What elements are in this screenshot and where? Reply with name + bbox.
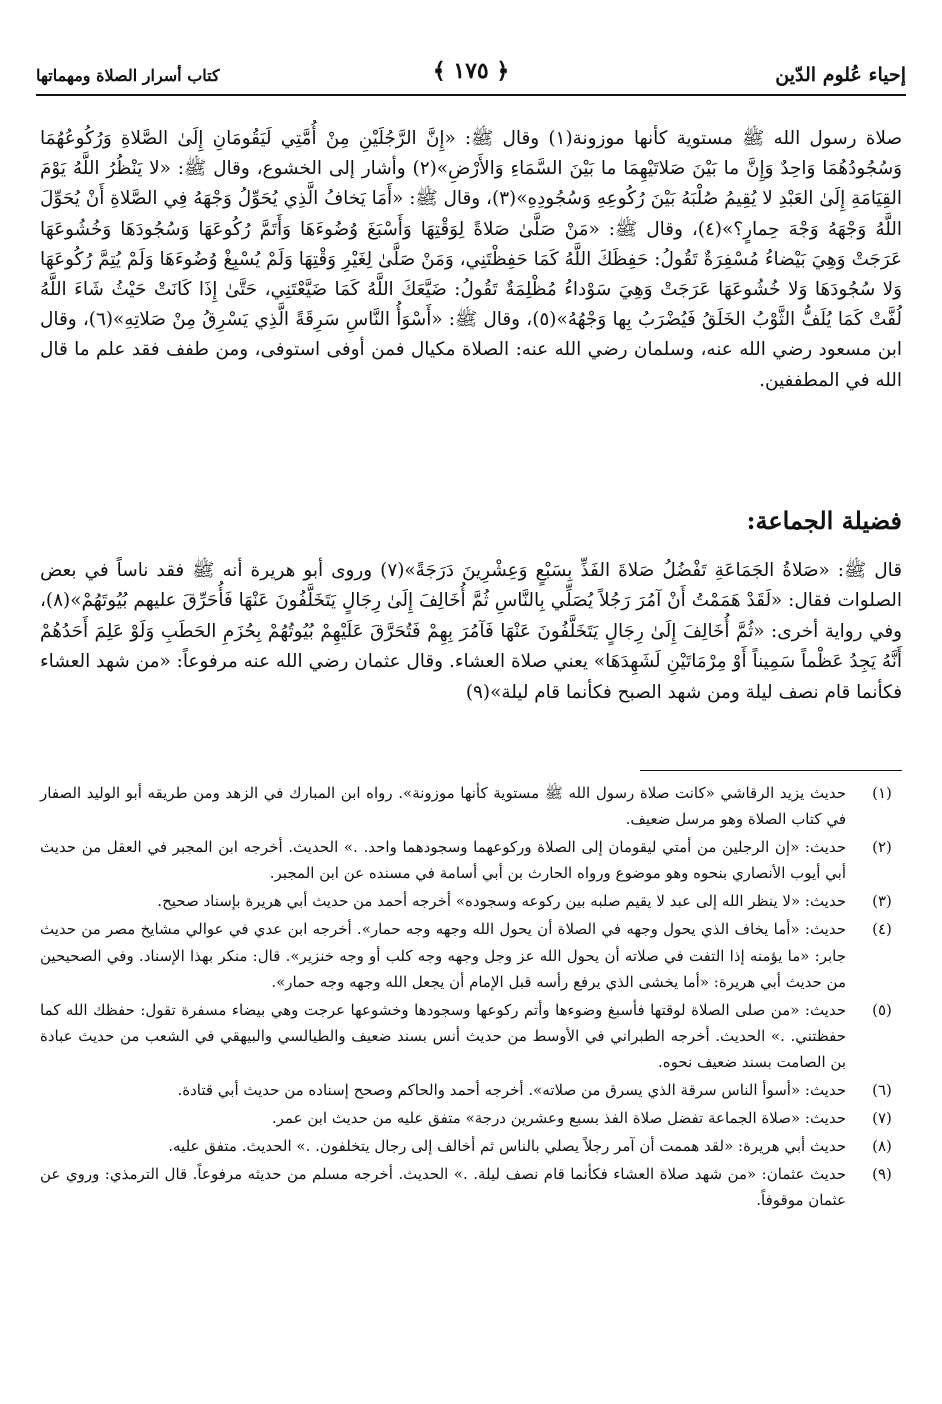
footnote-number: (٦)	[872, 1081, 892, 1100]
footnote-text: حديث يزيد الرقاشي «كانت صلاة رسول الله ﷺ مستوية كأنها موزونة». رواه ابن المبارك في الزهد ومن طريقه أبو الوليد الصفار في كتاب الصلاة وهو مرسل ضعيف.	[40, 784, 846, 829]
section-heading: فضيلة الجماعة:	[746, 506, 902, 535]
footnote-text: حديث: «إن الرجلين من أمتي ليقومان إلى الصلاة وركوعهما وسجودهما واحد. .» الحديث. أخرجه ابن المجبر في العقل من حديث أبي أيوب الأنصاري بنحوه وهو موضوع ورواه الحارث بن أبي أسامة في مسنده عن ابن المجبر.	[40, 838, 846, 883]
page-header	[36, 56, 906, 96]
footnote-item	[40, 834, 902, 886]
footnote-number: (٩)	[872, 1165, 892, 1184]
footnote-item	[40, 1161, 902, 1213]
footnote-item	[40, 916, 902, 994]
footnote-text: حديث أبي هريرة: «لقد هممت أن آمر رجلاً يصلي بالناس ثم أخالف إلى رجال يتخلفون. .» الحديث. متفق عليه.	[168, 1137, 846, 1156]
section-paragraph: قال ﷺ: «صَلاةُ الجَمَاعَةِ تَفْضُلُ صَلاةَ الفَذِّ بِسَبْعٍ وَعِشْرِينَ دَرَجَةً»(٧) وروى أبو هريرة أنه ﷺ فقد ناساً في بعض الصلوات فقال: «لَقَدْ هَمَمْتُ أَنْ آمُرَ رَجُلاً يُصَلِّي بِالنَّاسِ ثُمَّ أُخَالِفَ إِلَىٰ رِجَالٍ يَتَخَلَّفُونَ عَنْهَا فَأُحَرِّقَ عليهم بُيُوتَهُمْ»(٨)، وفي رواية أخرى: «ثُمَّ أُخَالِفَ إِلَىٰ رِجَالٍ يَتَخَلَّفُونَ عَنْهَا فَآمُرَ بِهِمْ فَتُحَرَّقَ عَلَيْهِمْ بُيُوتُهُمْ بِحُزَمِ الحَطَبِ وَلَوْ عَلِمَ أَحَدُهُمْ أَنَّهُ يَجِدُ عَظْماً سَمِيناً أَوْ مِرْمَاتَيْنِ لَشَهِدَهَا» يعني صلاة العشاء. وقال عثمان رضي الله عنه مرفوعاً: «من شهد العشاء فكأنما قام نصف ليلة ومن شهد الصبح فكأنما قام ليلة»(٩)	[40, 560, 902, 703]
footnote-text: حديث: «لا ينظر الله إلى عبد لا يقيم صلبه بين ركوعه وسجوده» أخرجه أحمد من حديث أبي هريرة بإسناد صحيح.	[157, 892, 846, 911]
footnote-item	[40, 780, 902, 832]
header-divider	[36, 94, 906, 96]
footnote-number: (٨)	[872, 1137, 892, 1156]
footnote-item	[40, 1105, 902, 1131]
footnote-text: حديث: «أما يخاف الذي يحول وجهه في الصلاة أن يحول الله وجهه وجه حمار». أخرجه ابن عدي في عوالي مشايخ مصر من حديث جابر: «ما يؤمنه إذا التفت في صلاته أن يحول الله عز وجل وجهه وجه كلب أو وجه خنزير». قال: منكر بهذا الإسناد. وفي الصحيحين من حديث أبي هريرة: «أما يخشى الذي يرفع رأسه قبل الإمام أن يجعل الله وجهه وجه حمار».	[40, 920, 846, 991]
footnote-number: (٢)	[872, 838, 892, 857]
main-text	[40, 124, 902, 396]
footnote-text: حديث: «من صلى الصلاة لوقتها فأسبغ وضوءها وأتم ركوعها وسجودها وخشوعها عرجت وهي بيضاء مسفرة تقول: حفظك الله كما حفظتني. .» الحديث. أخرجه الطبراني في الأوسط من حديث أنس بسند ضعيف والطيالسي والبيهقي في الشعب من حديث عبادة بن الصامت بسند ضعيف نحوه.	[40, 1000, 846, 1071]
footnote-item	[40, 888, 902, 914]
footnote-item	[40, 997, 902, 1075]
footnote-text: حديث: «أسوأ الناس سرقة الذي يسرق من صلاته». أخرجه أحمد والحاكم وصحح إسناده من حديث أبي قتادة.	[177, 1081, 846, 1100]
section-text	[40, 556, 902, 708]
footnote-text: حديث عثمان: «من شهد صلاة العشاء فكأنما قام نصف ليلة. .» الحديث. أخرجه مسلم من حديثه مرفوعاً. قال الترمذي: وروي عن عثمان موقوفاً.	[40, 1165, 846, 1210]
footnote-item	[40, 1133, 902, 1159]
footnote-divider	[640, 770, 902, 771]
footnote-item	[40, 1077, 902, 1103]
footnotes	[40, 780, 902, 1216]
page-number-value: ١٧٥	[453, 58, 489, 84]
footnote-text: حديث: «صلاة الجماعة تفضل صلاة الفذ بسبع وعشرين درجة» متفق عليه من حديث ابن عمر.	[271, 1109, 846, 1128]
page-number: ﴿ ١٧٥ ﴾	[432, 58, 510, 84]
main-paragraph: صلاة رسول الله ﷺ مستوية كأنها موزونة(١) وقال ﷺ: «إِنَّ الرَّجُلَيْنِ مِنْ أُمَّتِي لَيَقُومَانِ إِلَىٰ الصَّلاةِ وَرُكُوعُهُمَا وَسُجُودُهُمَا وَاحِدٌ وَإِنَّ ما بَيْنَ صَلاتَيْهِمَا ما بَيْنَ السَّمَاءِ وَالأَرْضِ»(٢) وأشار إلى الخشوع، وقال ﷺ: «لا يَنْظُرُ اللَّهُ يَوْمَ القِيَامَةِ إِلَىٰ العَبْدِ لا يُقِيمُ صُلْبَهُ بَيْنَ رُكُوعِهِ وَسُجُودِهِ»(٣)، وقال ﷺ: «أَمَا يَخافُ الَّذِي يُحَوِّلُ وَجْهَهُ فِي الصَّلاةِ أَنْ يُحَوِّلَ اللَّهُ وَجْهَهُ وَجْهَ حِمارٍ؟»(٤)، وقال ﷺ: «مَنْ صَلَّىٰ صَلاةً لِوَقْتِهَا وَأَسْبَغَ وُضُوءَهَا وَأَتَمَّ رُكُوعَهَا وَسُجُودَهَا وَخُشُوعَهَا عَرَجَتْ وَهِيَ بَيْضاءُ مُسْفِرَةٌ تَقُولُ: حَفِظَكَ اللَّهُ كَمَا حَفِظْتَنِي، وَمَنْ صَلَّىٰ لِغَيْرِ وَقْتِهَا وَلَمْ يُسْبِغْ وُضُوءَهَا وَلَمْ يُتِمَّ رُكُوعَهَا وَلا سُجُودَهَا وَلا خُشُوعَهَا عَرَجَتْ وَهِيَ سَوْداءُ مُظْلِمَةٌ تَقُولُ: ضَيَّعَكَ اللَّهُ كَمَا ضَيَّعْتَنِي، حَتَّىٰ إِذَا كَانَتْ حَيْثُ شَاءَ اللَّهُ لُفَّتْ كَمَا يُلَفُّ الثَّوْبُ الخَلَقُ فَيُضْرَبُ بِها وَجْهُهُ»(٥)، وقال ﷺ: «أَسْوَأُ النَّاسِ سَرِقَةً الَّذِي يَسْرِقُ مِنْ صَلاتِهِ»(٦)، وقال ابن مسعود رضي الله عنه، وسلمان رضي الله عنه: الصلاة مكيال فمن أوفى استوفى، ومن طفف فقد علم ما قال الله في المطففين.	[40, 128, 902, 391]
footnote-number: (٥)	[872, 1000, 892, 1019]
footnote-number: (٣)	[872, 892, 892, 911]
footnote-number: (٧)	[872, 1109, 892, 1128]
chapter-title: كتاب أسرار الصلاة ومهماتها	[36, 66, 220, 85]
book-title: إحياء عُلوم الدّين	[775, 64, 906, 86]
footnote-number: (٤)	[872, 920, 892, 939]
footnote-number: (١)	[872, 784, 892, 802]
